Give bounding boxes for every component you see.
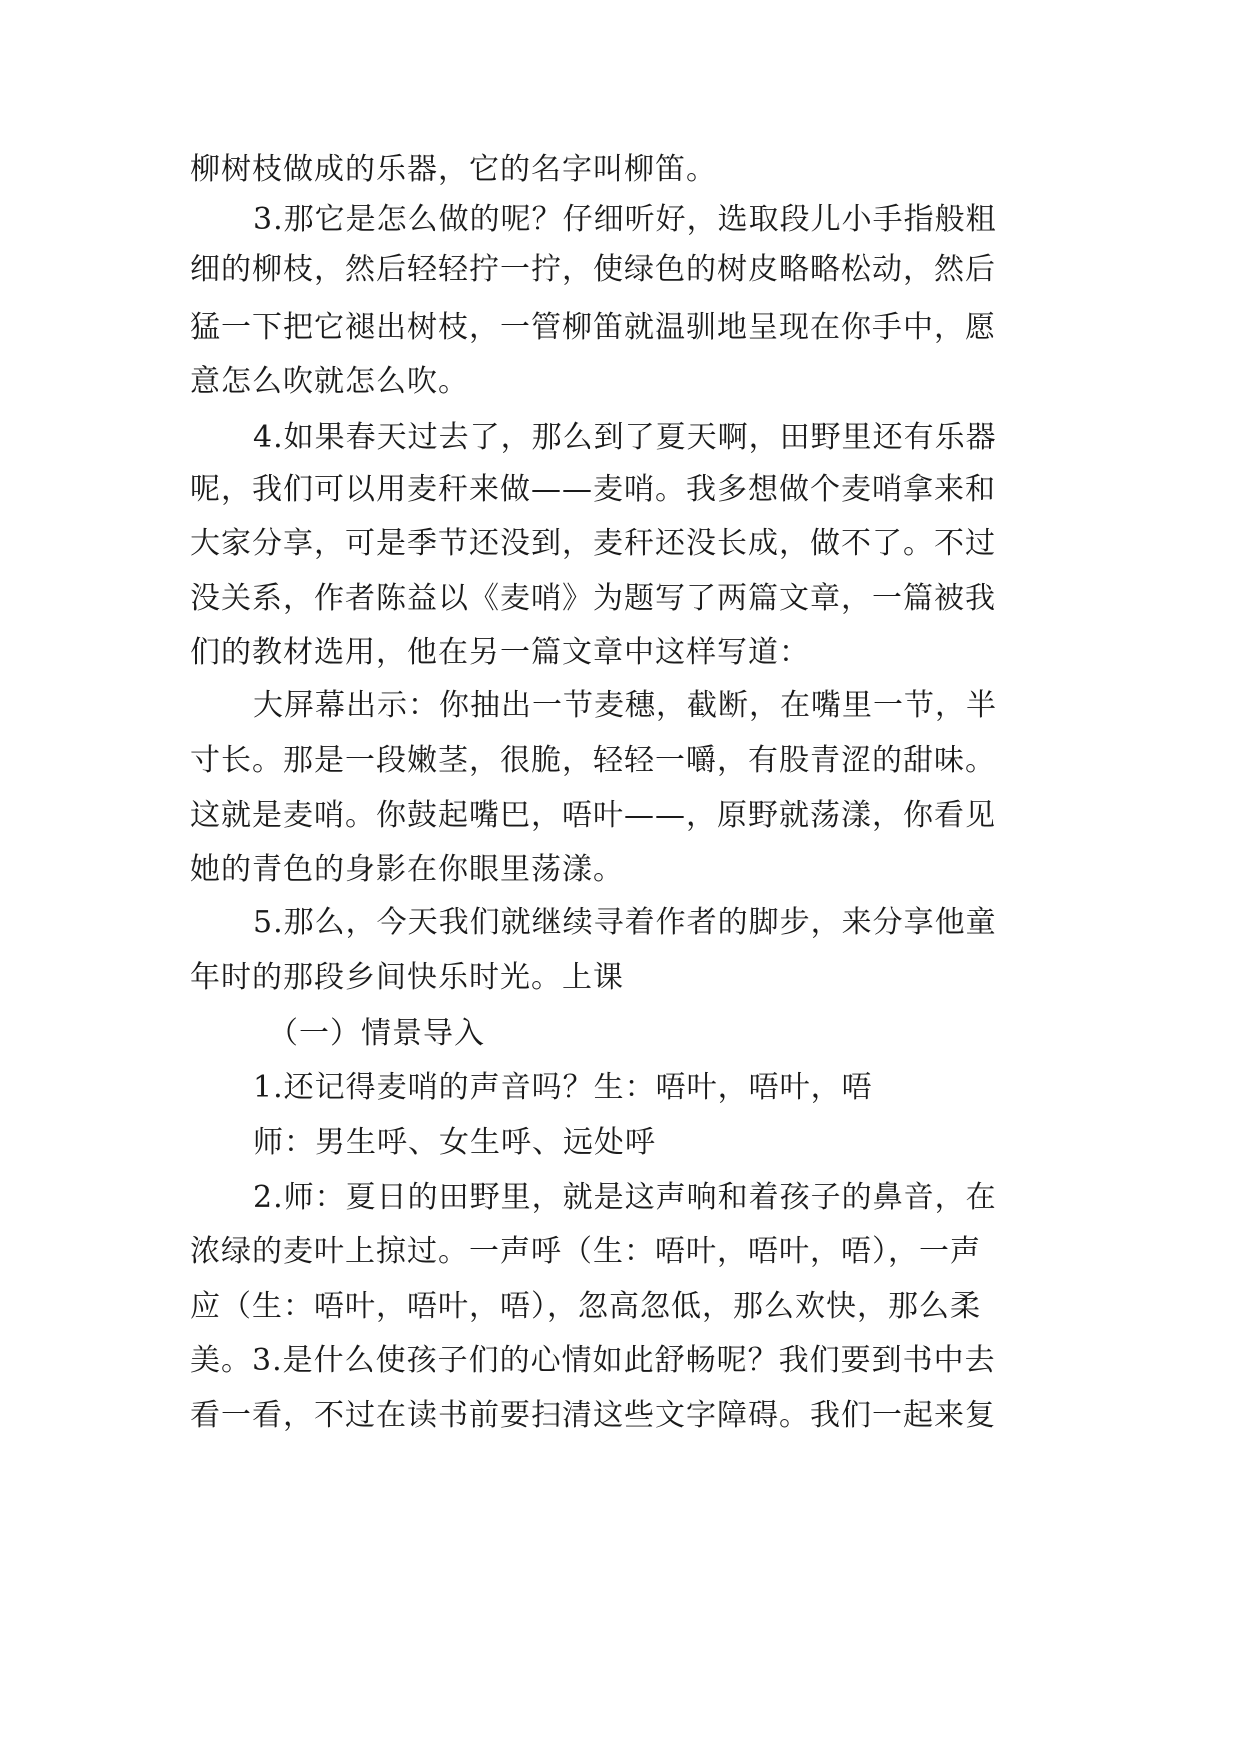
text-line: 年时的那段乡间快乐时光。上课 bbox=[190, 960, 624, 995]
text-line: 这就是麦哨。你鼓起嘴巴，唔叶——，原野就荡漾，你看见 bbox=[190, 798, 996, 833]
text-line: 意怎么吹就怎么吹。 bbox=[190, 364, 469, 399]
text-line: 4.如果春天过去了，那么到了夏天啊，田野里还有乐器 bbox=[253, 420, 997, 455]
text-line: 1.还记得麦哨的声音吗？生：唔叶，唔叶，唔 bbox=[253, 1070, 873, 1105]
text-line: 看一看，不过在读书前要扫清这些文字障碍。我们一起来复 bbox=[190, 1398, 996, 1433]
text-line: 5.那么，今天我们就继续寻着作者的脚步，来分享他童 bbox=[253, 905, 997, 940]
text-line: 柳树枝做成的乐器，它的名字叫柳笛。 bbox=[190, 152, 717, 187]
text-line: 她的青色的身影在你眼里荡漾。 bbox=[190, 852, 624, 887]
text-line: 浓绿的麦叶上掠过。一声呼（生：唔叶，唔叶，唔），一声 bbox=[190, 1234, 981, 1269]
text-line: 师：男生呼、女生呼、远处呼 bbox=[253, 1125, 656, 1160]
text-line: 呢，我们可以用麦秆来做——麦哨。我多想做个麦哨拿来和 bbox=[190, 472, 996, 507]
text-line: 应（生：唔叶，唔叶，唔），忽高忽低，那么欢快，那么柔 bbox=[190, 1289, 981, 1324]
section-heading: （一）情景导入 bbox=[268, 1016, 485, 1051]
text-line: 美。3.是什么使孩子们的心情如此舒畅呢？我们要到书中去 bbox=[190, 1343, 996, 1378]
text-line: 大屏幕出示：你抽出一节麦穗，截断，在嘴里一节，半 bbox=[253, 688, 997, 723]
text-line: 大家分享，可是季节还没到，麦秆还没长成，做不了。不过 bbox=[190, 526, 996, 561]
text-line: 没关系，作者陈益以《麦哨》为题写了两篇文章，一篇被我 bbox=[190, 581, 996, 616]
text-line: 3.那它是怎么做的呢？仔细听好，选取段儿小手指般粗 bbox=[253, 202, 997, 237]
text-line: 2.师：夏日的田野里，就是这声响和着孩子的鼻音，在 bbox=[253, 1180, 997, 1215]
text-line: 寸长。那是一段嫩茎，很脆，轻轻一嚼，有股青涩的甜味。 bbox=[190, 743, 996, 778]
text-line: 猛一下把它褪出树枝，一管柳笛就温驯地呈现在你手中，愿 bbox=[190, 310, 996, 345]
text-line: 细的柳枝，然后轻轻拧一拧，使绿色的树皮略略松动，然后 bbox=[190, 252, 996, 287]
text-line: 们的教材选用，他在另一篇文章中这样写道： bbox=[190, 635, 810, 670]
